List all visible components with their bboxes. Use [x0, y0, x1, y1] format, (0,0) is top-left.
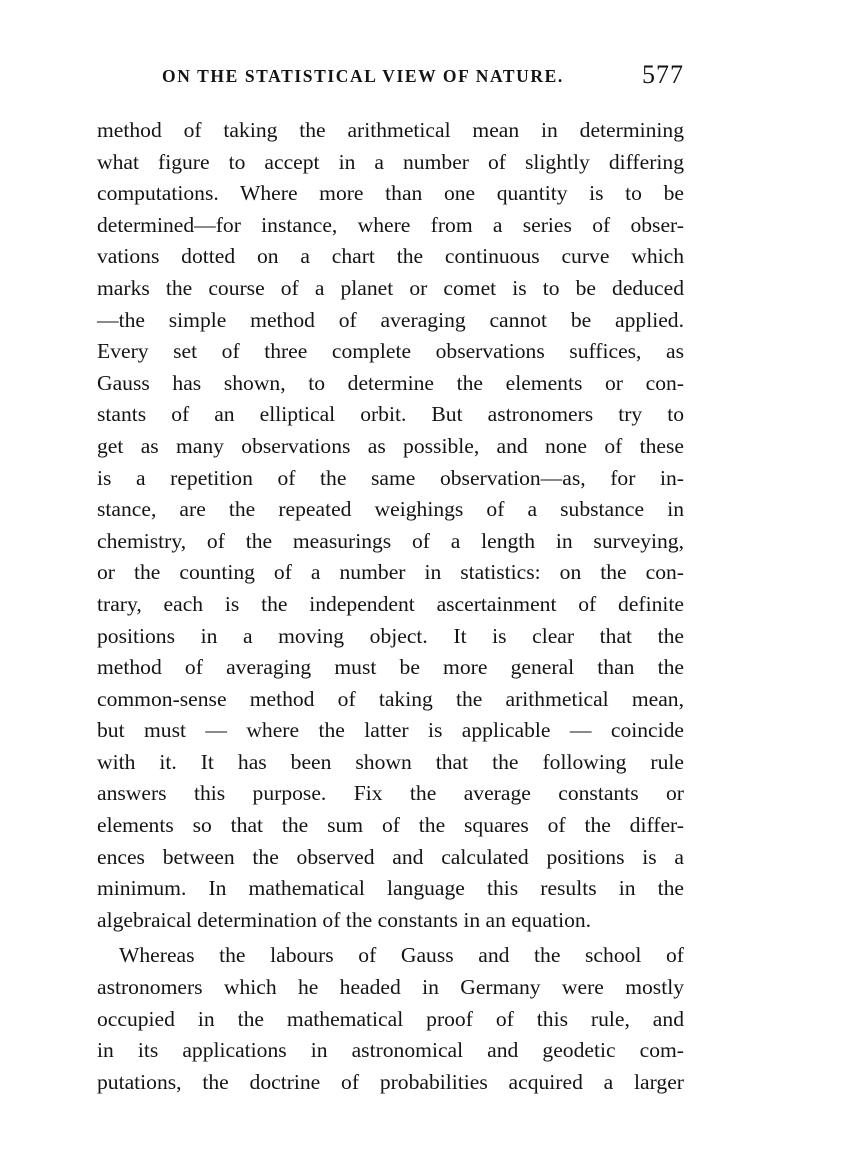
text-line: ences between the observed and calculated positions is a: [97, 844, 684, 869]
page-number: 577: [642, 60, 684, 89]
text-line: or the counting of a number in statistics: on the con-: [97, 560, 684, 585]
text-line: is a repetition of the same observation—as, for in-: [97, 465, 684, 490]
running-head: [162, 60, 684, 98]
text-line: method of averaging must be more general than the: [97, 655, 684, 680]
text-line: vations dotted on a chart the continuous curve which: [97, 244, 684, 269]
paragraph-2: [97, 940, 684, 1098]
text-line: Every set of three complete observations suffices, as: [97, 339, 684, 364]
text-line: algebraical determination of the constants in an equation.: [97, 907, 592, 932]
text-line: minimum. In mathematical language this results in the: [97, 876, 684, 901]
text-line: —the simple method of averaging cannot be applied.: [97, 307, 684, 332]
running-title: ON THE STATISTICAL VIEW OF NATURE.: [162, 66, 564, 86]
text-line: common-sense method of taking the arithmetical mean,: [97, 686, 684, 711]
text-line: but must — where the latter is applicable — coincide: [97, 718, 684, 743]
text-line: stance, are the repeated weighings of a substance in: [97, 497, 684, 522]
text-line: determined—for instance, where from a series of obser-: [97, 212, 684, 237]
text-line: get as many observations as possible, and none of these: [97, 433, 684, 458]
text-line: method of taking the arithmetical mean in determining: [97, 118, 684, 142]
paragraph-1: [97, 115, 684, 936]
text-line: computations. Where more than one quantity is to be: [97, 181, 684, 206]
text-line: elements so that the sum of the squares of the differ-: [97, 813, 684, 838]
text-line: Gauss has shown, to determine the elements or con-: [97, 370, 684, 395]
text-line: marks the course of a planet or comet is to be deduced: [97, 275, 684, 300]
text-line: with it. It has been shown that the following rule: [97, 749, 684, 774]
text-line: positions in a moving object. It is clear that the: [97, 623, 684, 648]
text-line: answers this purpose. Fix the average constants or: [97, 781, 684, 806]
text-line: astronomers which he headed in Germany were mostly: [97, 975, 684, 1000]
body-text: [97, 115, 684, 1098]
text-line: what figure to accept in a number of slightly differing: [97, 149, 684, 174]
text-line: putations, the doctrine of probabilities acquired a larger: [97, 1069, 684, 1094]
text-line: chemistry, of the measurings of a length in surveying,: [97, 528, 684, 553]
text-line: stants of an elliptical orbit. But astronomers try to: [97, 402, 684, 427]
text-line: trary, each is the independent ascertainment of definite: [97, 591, 684, 616]
text-line: in its applications in astronomical and geodetic com-: [97, 1038, 684, 1063]
text-line: Whereas the labours of Gauss and the school of: [119, 943, 684, 968]
text-line: occupied in the mathematical proof of this rule, and: [97, 1006, 684, 1031]
